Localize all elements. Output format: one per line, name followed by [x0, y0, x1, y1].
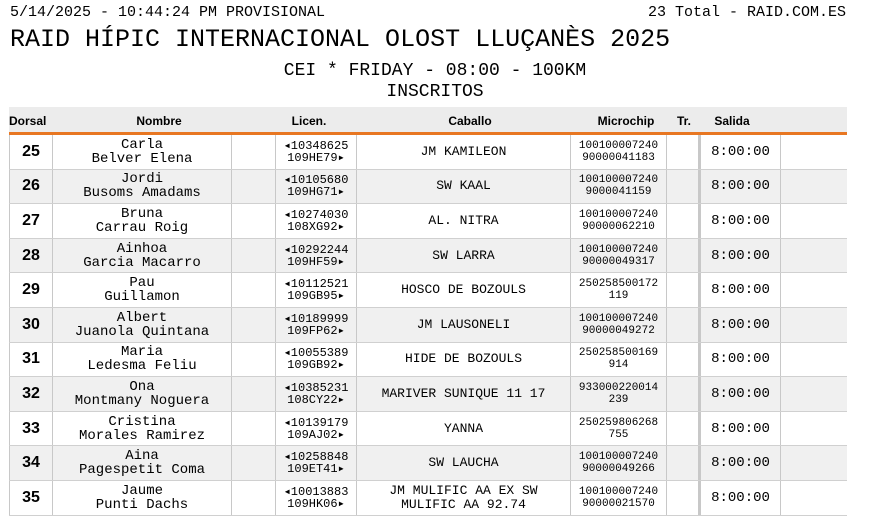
dorsal-cell: 32: [9, 377, 53, 411]
license-cell: [276, 412, 357, 446]
tr-cell: [667, 481, 701, 515]
empty-cell: [232, 135, 276, 169]
start-time-cell: 8:00:00: [701, 481, 781, 515]
start-time-cell: 8:00:00: [701, 170, 781, 204]
dorsal-cell: 33: [9, 412, 53, 446]
start-time-cell: 8:00:00: [701, 135, 781, 169]
empty-cell: [781, 239, 847, 273]
page-title: RAID HÍPIC INTERNACIONAL OLOST LLUÇANÈS 2025: [10, 25, 671, 54]
microchip-line-2: 90000021570: [582, 497, 655, 510]
horse-license: 109GB95▸: [287, 289, 345, 304]
rider-first-name: Albert: [116, 309, 168, 326]
col-dorsal: Dorsal: [9, 114, 47, 128]
rider-first-name: Ainhoa: [116, 240, 168, 257]
rider-last-name: Pagespetit Coma: [78, 462, 206, 479]
microchip-line-2: 755: [608, 428, 629, 441]
horse-license: 109HE79▸: [287, 150, 345, 165]
microchip-line-1: 100100007240: [578, 312, 659, 325]
empty-cell: [232, 377, 276, 411]
rider-license: ◂10274030: [283, 207, 349, 222]
dorsal-cell: 25: [9, 135, 53, 169]
col-licencia: Licen.: [291, 114, 327, 128]
start-time-cell: 8:00:00: [701, 377, 781, 411]
microchip-cell: [571, 273, 667, 307]
rider-first-name: Jordi: [120, 171, 163, 188]
tr-cell: [667, 308, 701, 342]
empty-cell: [232, 204, 276, 238]
empty-cell: [781, 170, 847, 204]
microchip-cell: [571, 481, 667, 515]
rider-name-cell: [53, 412, 232, 446]
tr-cell: [667, 412, 701, 446]
table-row: [9, 446, 847, 481]
rider-last-name: Carrau Roig: [95, 219, 189, 236]
event-subtitle: CEI * FRIDAY - 08:00 - 100KM: [283, 61, 587, 81]
empty-cell: [232, 273, 276, 307]
col-caballo: Caballo: [448, 114, 492, 128]
microchip-cell: [571, 412, 667, 446]
horse-license: 109HG71▸: [287, 185, 345, 200]
dorsal-cell: 28: [9, 239, 53, 273]
table-row: [9, 273, 847, 308]
empty-cell: [232, 343, 276, 377]
rider-last-name: Juanola Quintana: [74, 323, 210, 340]
rider-license: ◂10013883: [283, 484, 349, 499]
microchip-line-2: 9000041159: [585, 186, 652, 199]
section-title: INSCRITOS: [386, 82, 484, 102]
rider-first-name: Carla: [120, 136, 163, 153]
license-cell: [276, 170, 357, 204]
microchip-line-1: 100100007240: [578, 139, 659, 152]
microchip-line-1: 100100007240: [578, 451, 659, 464]
tr-cell: [667, 446, 701, 480]
table-header: [9, 107, 847, 135]
empty-cell: [781, 446, 847, 480]
microchip-line-1: 100100007240: [578, 485, 659, 498]
rider-first-name: Aina: [125, 448, 159, 465]
rider-name-cell: [53, 135, 232, 169]
table-row: [9, 135, 847, 170]
horse-name-cell: MARIVER SUNIQUE 11 17: [357, 377, 571, 411]
top-info-bar: [10, 4, 846, 22]
rider-name-cell: [53, 377, 232, 411]
microchip-cell: [571, 446, 667, 480]
empty-cell: [781, 204, 847, 238]
rider-last-name: Punti Dachs: [95, 496, 189, 513]
microchip-line-2: 239: [608, 393, 629, 406]
microchip-line-2: 90000062210: [582, 220, 655, 233]
rider-last-name: Busoms Amadams: [83, 185, 201, 202]
microchip-line-1: 250258500169: [578, 347, 659, 360]
start-time-cell: 8:00:00: [701, 273, 781, 307]
dorsal-cell: 34: [9, 446, 53, 480]
horse-license: 109HK06▸: [287, 496, 345, 511]
entries-table: [9, 107, 847, 516]
rider-last-name: Montmany Noguera: [74, 392, 210, 409]
rider-first-name: Pau: [129, 275, 155, 292]
dorsal-cell: 31: [9, 343, 53, 377]
empty-cell: [232, 481, 276, 515]
microchip-line-1: 100100007240: [578, 208, 659, 221]
license-cell: [276, 204, 357, 238]
table-row: [9, 412, 847, 447]
rider-license: ◂10055389: [283, 346, 349, 361]
col-salida: Salida: [714, 114, 750, 128]
horse-license: 109FP62▸: [287, 323, 345, 338]
microchip-line-2: 90000049317: [582, 255, 655, 268]
horse-name-cell: SW KAAL: [357, 170, 571, 204]
horse-license: 108CY22▸: [287, 392, 345, 407]
horse-name-cell: YANNA: [357, 412, 571, 446]
dorsal-cell: 35: [9, 481, 53, 515]
microchip-cell: [571, 377, 667, 411]
table-row: [9, 239, 847, 274]
horse-name-cell: JM MULIFIC AA EX SW MULIFIC AA 92.74: [357, 481, 571, 515]
rider-license: ◂10258848: [283, 450, 349, 465]
rider-name-cell: [53, 343, 232, 377]
microchip-cell: [571, 170, 667, 204]
start-time-cell: 8:00:00: [701, 239, 781, 273]
horse-license: 108XG92▸: [287, 219, 345, 234]
tr-cell: [667, 239, 701, 273]
start-time-cell: 8:00:00: [701, 412, 781, 446]
microchip-line-1: 100100007240: [578, 174, 659, 187]
start-time-cell: 8:00:00: [701, 343, 781, 377]
license-cell: [276, 481, 357, 515]
rider-first-name: Jaume: [120, 482, 163, 499]
microchip-line-2: 90000049272: [582, 324, 655, 337]
microchip-cell: [571, 239, 667, 273]
start-time-cell: 8:00:00: [701, 446, 781, 480]
rider-license: ◂10292244: [283, 242, 349, 257]
timestamp: 5/14/2025 - 10:44:24 PM PROVISIONAL: [10, 4, 326, 21]
microchip-cell: [571, 204, 667, 238]
empty-cell: [781, 308, 847, 342]
rider-name-cell: [53, 273, 232, 307]
microchip-line-1: 100100007240: [578, 243, 659, 256]
rider-name-cell: [53, 239, 232, 273]
col-nombre: Nombre: [136, 114, 182, 128]
empty-cell: [781, 377, 847, 411]
empty-cell: [781, 343, 847, 377]
microchip-line-2: 119: [608, 290, 629, 303]
microchip-cell: [571, 135, 667, 169]
dorsal-cell: 29: [9, 273, 53, 307]
tr-cell: [667, 343, 701, 377]
dorsal-cell: 30: [9, 308, 53, 342]
tr-cell: [667, 377, 701, 411]
tr-cell: [667, 170, 701, 204]
empty-cell: [232, 308, 276, 342]
rider-first-name: Cristina: [108, 413, 176, 430]
license-cell: [276, 239, 357, 273]
rider-name-cell: [53, 204, 232, 238]
tr-cell: [667, 135, 701, 169]
horse-name-cell: SW LAUCHA: [357, 446, 571, 480]
table-row: [9, 343, 847, 378]
horse-license: 109GB92▸: [287, 358, 345, 373]
empty-cell: [232, 239, 276, 273]
rider-first-name: Ona: [129, 378, 155, 395]
rider-name-cell: [53, 481, 232, 515]
empty-cell: [232, 446, 276, 480]
rider-license: ◂10112521: [283, 277, 349, 292]
horse-name-cell: SW LARRA: [357, 239, 571, 273]
dorsal-cell: 26: [9, 170, 53, 204]
license-cell: [276, 446, 357, 480]
license-cell: [276, 135, 357, 169]
horse-name-cell: HIDE DE BOZOULS: [357, 343, 571, 377]
horse-name-cell: HOSCO DE BOZOULS: [357, 273, 571, 307]
table-row: [9, 170, 847, 205]
rider-first-name: Maria: [120, 344, 163, 361]
rider-name-cell: [53, 308, 232, 342]
table-row: [9, 308, 847, 343]
rider-last-name: Garcia Macarro: [83, 254, 201, 271]
rider-last-name: Guillamon: [104, 289, 180, 306]
empty-cell: [781, 481, 847, 515]
horse-license: 109ET41▸: [287, 462, 345, 477]
rider-license: ◂10348625: [283, 138, 349, 153]
rider-name-cell: [53, 170, 232, 204]
total-count: 23 Total - RAID.COM.ES: [647, 4, 846, 21]
col-microchip: Microchip: [597, 114, 655, 128]
rider-license: ◂10139179: [283, 415, 349, 430]
rider-last-name: Morales Ramirez: [78, 427, 206, 444]
table-row: [9, 377, 847, 412]
rider-first-name: Bruna: [120, 205, 163, 222]
empty-cell: [781, 135, 847, 169]
license-cell: [276, 273, 357, 307]
horse-name-cell: AL. NITRA: [357, 204, 571, 238]
table-body: [9, 135, 847, 516]
dorsal-cell: 27: [9, 204, 53, 238]
start-time-cell: 8:00:00: [701, 308, 781, 342]
table-row: [9, 481, 847, 516]
rider-last-name: Ledesma Feliu: [87, 358, 197, 375]
rider-license: ◂10105680: [283, 173, 349, 188]
empty-cell: [232, 170, 276, 204]
microchip-line-2: 90000049266: [582, 463, 655, 476]
horse-license: 109HF59▸: [287, 254, 345, 269]
microchip-cell: [571, 343, 667, 377]
license-cell: [276, 377, 357, 411]
tr-cell: [667, 204, 701, 238]
rider-last-name: Belver Elena: [91, 150, 193, 167]
license-cell: [276, 343, 357, 377]
microchip-line-1: 250259806268: [578, 416, 659, 429]
empty-cell: [232, 412, 276, 446]
start-time-cell: 8:00:00: [701, 204, 781, 238]
table-row: [9, 204, 847, 239]
microchip-line-1: 250258500172: [578, 278, 659, 291]
rider-name-cell: [53, 446, 232, 480]
col-tr: Tr.: [676, 114, 691, 128]
rider-license: ◂10189999: [283, 311, 349, 326]
microchip-line-2: 914: [608, 359, 629, 372]
horse-name-cell: JM KAMILEON: [357, 135, 571, 169]
microchip-cell: [571, 308, 667, 342]
empty-cell: [781, 412, 847, 446]
tr-cell: [667, 273, 701, 307]
empty-cell: [781, 273, 847, 307]
horse-name-cell: JM LAUSONELI: [357, 308, 571, 342]
microchip-line-2: 90000041183: [582, 151, 655, 164]
horse-license: 109AJ02▸: [287, 427, 345, 442]
microchip-line-1: 933000220014: [578, 381, 659, 394]
license-cell: [276, 308, 357, 342]
rider-license: ◂10385231: [283, 380, 349, 395]
